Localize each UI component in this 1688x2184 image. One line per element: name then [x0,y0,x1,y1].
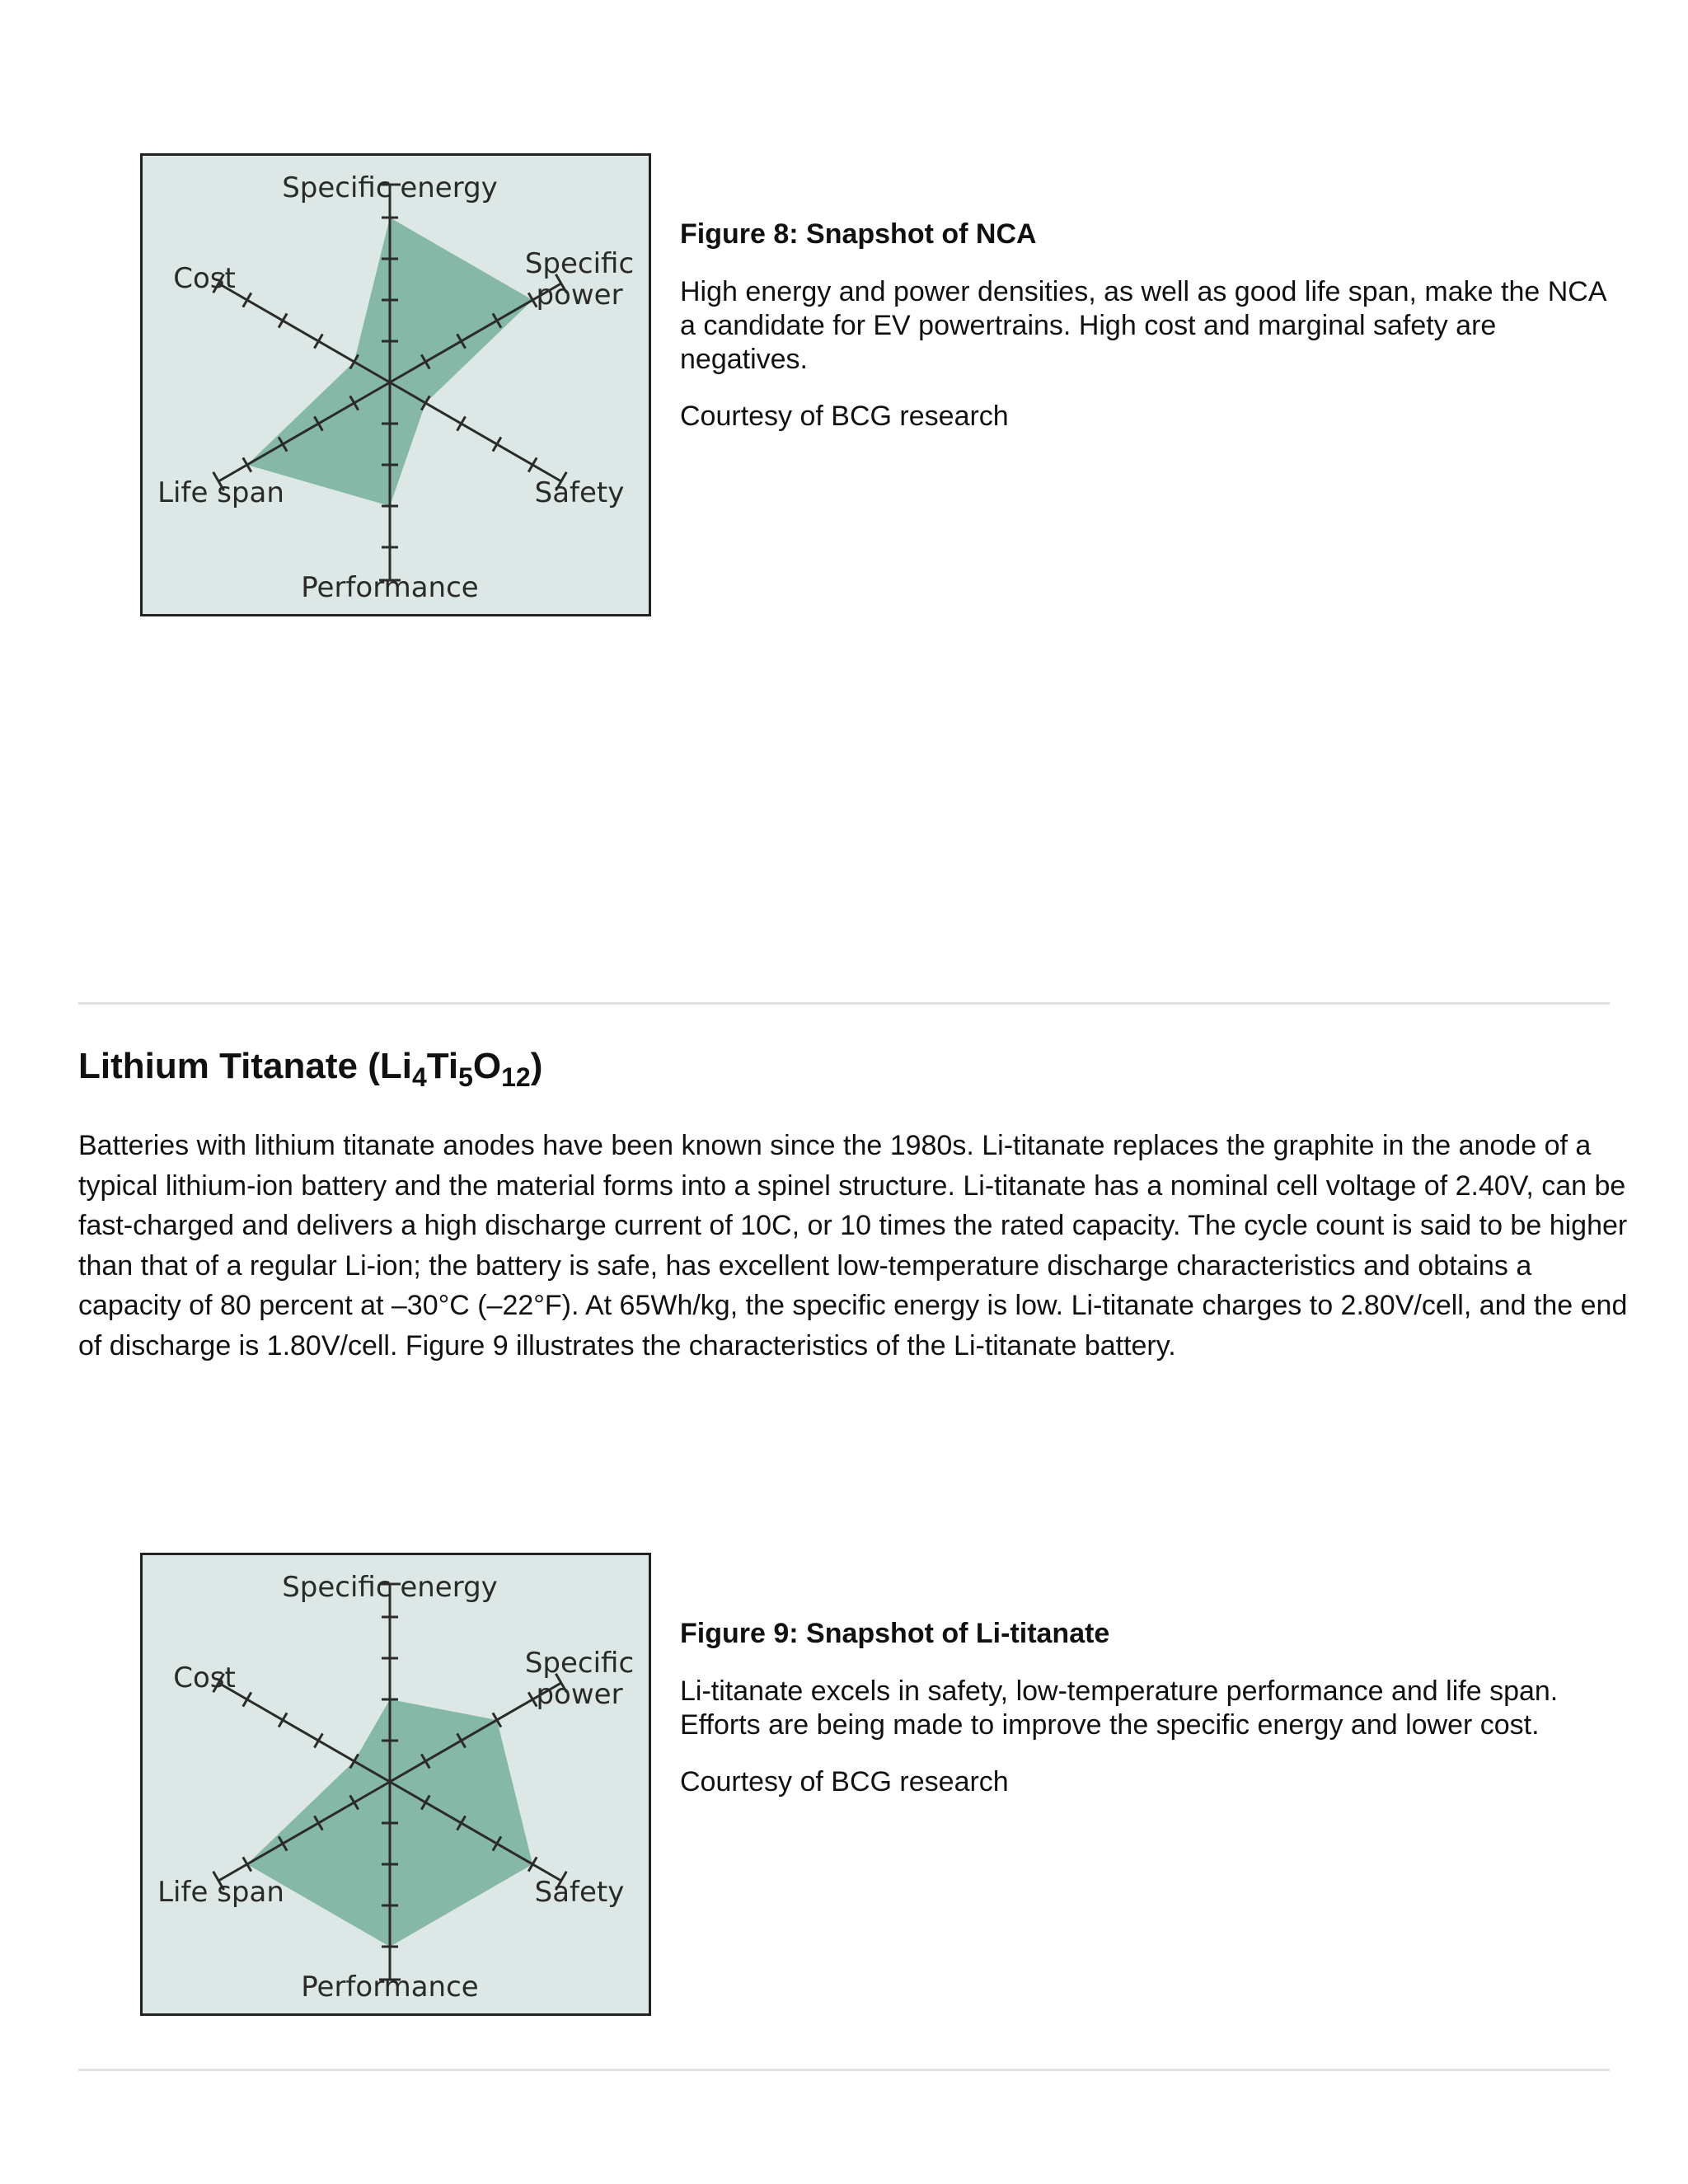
axis-label-cost [173,1661,236,1694]
figure-9-title: Figure 9: Snapshot of Li-titanate [680,1618,1110,1649]
axis-tick-safety [457,416,466,430]
axis-label-specific-energy [282,171,498,204]
section-heading [78,1040,542,1093]
figure-8-description [680,275,1628,377]
axis-label-specific-energy [282,1571,498,1604]
axis-line-cost [218,1683,390,1782]
axis-label-line: Specific [524,1647,635,1680]
heading-suffix: ) [530,1046,543,1086]
axis-tick-cost [314,1733,322,1747]
axis-tick-cost [279,313,287,327]
heading-o: O [472,1046,502,1086]
figure-8-title: Figure 8: Snapshot of NCA [680,218,1037,250]
radar-chart-nca [140,153,651,616]
figure-9-description: Li-titanate excels in safety, low-temperature performance and life span. Efforts are being made to improve the specific energy and lower cost. [680,1675,1559,1741]
axis-label-line: Specific [524,247,635,280]
axis-label-line: Life span [157,476,284,509]
figure-9-credit: Courtesy of BCG research [680,1766,1009,1797]
radar-chart-li-titanate-svg [143,1555,654,2018]
axis-label-life-span [157,1876,284,1909]
heading-ti: Ti [426,1046,459,1086]
heading-sub-12: 12 [501,1062,531,1092]
figure-9-caption [680,1615,1628,1799]
heading-sub-4: 4 [411,1062,427,1092]
radar-chart-li-titanate [140,1553,651,2016]
axis-tick-safety [493,437,501,451]
divider [78,1002,1610,1005]
axis-label-line: power [536,1678,623,1711]
axis-tick-cost [243,293,251,307]
axis-label-life-span [157,476,284,509]
radar-chart-nca-svg [143,156,654,619]
axis-label-cost [173,262,236,295]
section-paragraph: Batteries with lithium titanate anodes have been known since the 1980s. Li-titanate replaces the graphite in the anode of a typical lithium-ion battery and the material forms into a spinel structure. Li-titanate has a nominal cell voltage of 2.40V, can be fast-charged and delivers a high discharge current of 10C, or 10 times the rated capacity. The cycle count is said to be higher than that of a regular Li-ion; the battery is safe, has excellent low-temperature discharge characteristics and obtains a capacity of 80 percent at –30°C (–22°F). At 65Wh/kg, the specific energy is low. Li-titanate charges to 2.80V/cell, and the end of discharge is 1.80V/cell. Figure 9 illustrates the characteristics of the Li-titanate battery. [78,1130,1628,1361]
heading-sub-5: 5 [458,1062,473,1092]
axis-label-line: Performance [301,571,479,604]
axis-label-performance [301,1971,478,2004]
axis-label-line: Cost [173,262,236,295]
axis-tick-cost [279,1713,287,1727]
axis-label-specific-power [525,1647,634,1711]
heading-prefix: Lithium Titanate (Li [78,1046,412,1086]
axis-tick-cost [314,334,322,348]
axis-label-line: Cost [173,1661,236,1694]
axis-label-safety [535,476,625,509]
axis-label-line: Specific energy [282,1571,498,1604]
axis-label-line: Performance [301,1971,479,2004]
axis-label-line: Safety [534,1876,625,1909]
axis-label-line: Safety [534,476,625,509]
axis-tick-safety [528,457,537,471]
figure-8-caption [680,216,1628,434]
axis-label-safety [535,1876,625,1909]
divider [78,2069,1610,2071]
axis-label-line: power [536,279,623,312]
axis-label-line: Life span [157,1876,284,1909]
axis-tick-cost [243,1692,251,1706]
axis-label-line: Specific energy [282,171,498,204]
figure-8-description-line1: High energy and power densities, as well as good life span, make the NCA [680,276,1607,307]
axis-label-specific-power [525,247,634,312]
figure-8-credit: Courtesy of BCG research [680,401,1009,432]
figure-8-description-line2: a candidate for EV powertrains. High cost and marginal safety are negatives. [680,310,1497,375]
axis-label-performance [301,571,478,604]
